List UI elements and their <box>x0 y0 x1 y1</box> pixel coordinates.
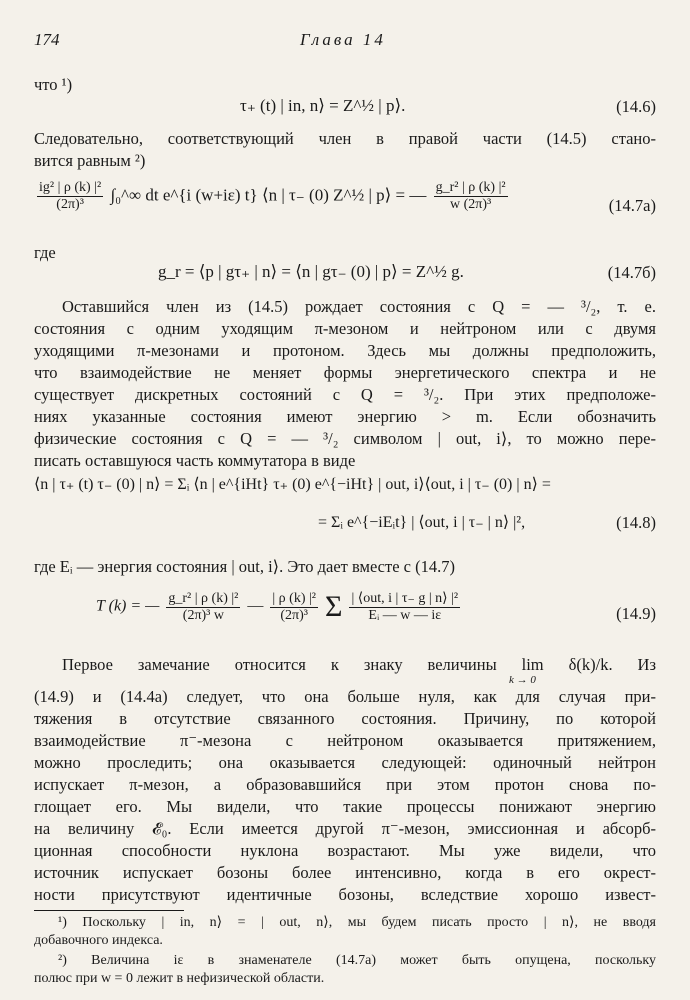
fraction: $\frac{\text{g\_r² | ρ (k) |²}}{\text{w (2π)³}}$ <box>435 180 506 212</box>
footnote: ²) Величина iε в знаменателе (14.7а) может быть опущена, поскольку <box>58 953 656 968</box>
equation-14-8-line1: ⟨n | τ₊ (t) τ₋ (0) | n⟩ = Σᵢ ⟨n | e^{iHt} τ₊ (0) e^{−iHt} | out, i⟩⟨out, i | τ₋ (0) | n⟩ = <box>34 476 551 493</box>
text-line: источник испускает бозоны более интенсивно, когда в его окрест- <box>34 863 656 882</box>
text-line: глощает его. Мы видели, что такие процессы понижают энергию <box>34 797 656 816</box>
text-line: тяжения в отсутствие связанного состояния. Причину, по которой <box>34 709 656 728</box>
text-line: что взаимодействие не меняет формы энергетического спектра и не <box>34 363 656 382</box>
equation-14-9: T (k) = — $\frac{\text{g\_r² | ρ (k) |²}}{\text{(2π)³ w}}$ — $\frac{\text{| ρ (k) |²}}{\text{(2π)³}}$ Σ $\frac{\text{| ⟨out, i | τ₋ g | n⟩ |²}}{\text{Eᵢ — w — iε}}$ <box>96 590 459 623</box>
fraction: $\frac{\text{ig² | ρ (k) |²}}{\text{(2π)³}}$ <box>39 180 102 212</box>
text-line: Оставшийся член из (14.5) рождает состояния с Q = — ³/₂, т. е. <box>62 297 656 316</box>
text-line: вится равным ²) <box>34 151 146 170</box>
integral-expression: ∫₀^∞ dt e^{i (w+iε) t} ⟨n | τ₋ (0) Z^½ | p⟩ = — <box>110 185 427 205</box>
page-number: 174 <box>34 30 60 49</box>
text-line: можно проследить; она оказывается следующей: одиночный нейтрон <box>34 753 656 772</box>
limit-subscript: k → 0 <box>509 674 536 686</box>
footnote: полюс при w = 0 лежит в нефизической области. <box>34 971 325 986</box>
fraction: $\frac{\text{| ρ (k) |²}}{\text{(2π)³}}$ <box>272 590 316 623</box>
text-line: ниях указанные состояния имеют энергию > m. Если обозначить <box>34 407 656 426</box>
equation-number: (14.9) <box>616 604 656 623</box>
text-line: ционная способности нуклона возрастают. Мы уже видели, что <box>34 841 656 860</box>
text-line: Первое замечание относится к знаку величины lim δ(k)/k. Из <box>62 655 656 674</box>
text-line: что ¹) <box>34 75 73 94</box>
text-line: состояния с одним уходящим π-мезоном и нейтроном или с двумя <box>34 319 656 338</box>
footnote-divider <box>34 910 184 911</box>
equation-14-6: τ₊ (t) | in, n⟩ = Z^½ | p⟩. <box>240 96 406 115</box>
text-line: писать оставшуюся часть коммутатора в виде <box>34 451 356 470</box>
fraction: $\frac{\text{| ⟨out, i | τ₋ g | n⟩ |²}}{\text{Eᵢ — w — iε}}$ <box>351 591 459 623</box>
text-line: уходящими π-мезонами и протоном. Здесь мы должны предположить, <box>34 341 656 360</box>
text-line: (14.9) и (14.4а) следует, что она больше нуля, как для случая при- <box>34 687 656 706</box>
equation-number: (14.6) <box>616 97 656 116</box>
text-line: где <box>34 243 56 262</box>
equation-14-8-line2: = Σᵢ e^{−iEᵢt} | ⟨out, i | τ₋ | n⟩ |², <box>318 514 526 531</box>
text-line: испускает π-мезон, а образовавшийся при этом протон снова по- <box>34 775 656 794</box>
chapter-title: Глава 14 <box>300 30 386 49</box>
text-line: где Eᵢ — энергия состояния | out, i⟩. Это дает вместе с (14.7) <box>34 557 455 576</box>
text-line: ности присутствуют идентичные бозоны, вследствие хорошо извест- <box>34 885 656 904</box>
text-line: физические состояния с Q = — ³/₂ символом | out, i⟩, то можно пере- <box>34 429 656 448</box>
text-line: Следовательно, соответствующий член в правой части (14.5) стано- <box>34 129 656 148</box>
equation-14-7a <box>34 180 511 213</box>
equation-number: (14.8) <box>616 513 656 532</box>
equation-number: (14.7а) <box>608 196 656 215</box>
footnote: ¹) Поскольку | in, n⟩ = | out, n⟩, мы будем писать просто | n⟩, не вводя <box>58 915 656 930</box>
equation-number: (14.7б) <box>607 263 656 282</box>
text-line: существует дискретных состояний с Q = ³/₂. При этих предположе- <box>34 385 656 404</box>
footnote: добавочного индекса. <box>34 933 163 948</box>
equation-14-7b: g_r = ⟨p | gτ₊ | n⟩ = ⟨n | gτ₋ (0) | p⟩ = Z^½ g. <box>158 262 464 281</box>
text-line: на величину 𝓔₀. Если имеется другой π⁻-мезон, эмиссионная и абсорб- <box>34 819 656 838</box>
fraction: $\frac{\text{g\_r² | ρ (k) |²}}{\text{(2π)³ w}}$ <box>168 590 239 623</box>
text-line: взаимодействие π⁻-мезона с нейтроном оказывается притяжением, <box>34 731 656 750</box>
